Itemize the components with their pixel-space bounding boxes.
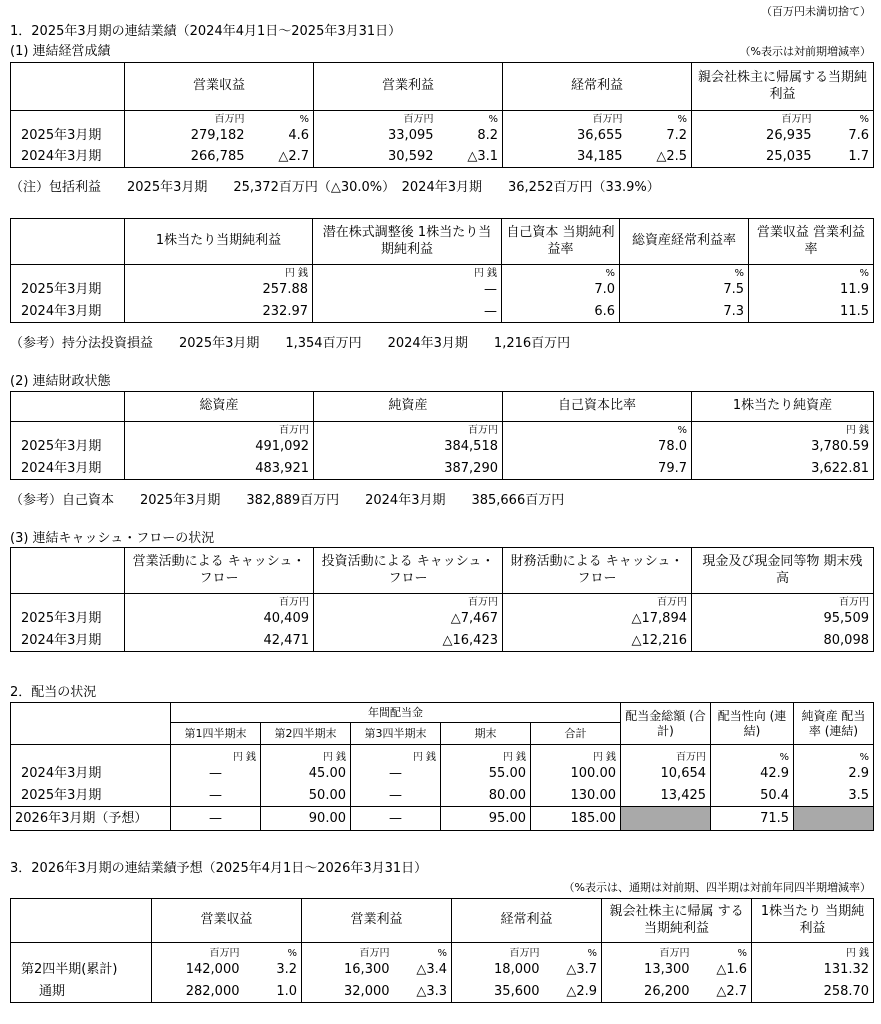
table-row	[11, 807, 874, 831]
table-row	[11, 146, 874, 168]
unit-cell: 百万円	[302, 943, 394, 959]
col-header: 営業収益 営業利益率	[749, 219, 874, 265]
value-cell: △3.3	[394, 981, 452, 1003]
table-row	[11, 959, 874, 981]
unit-cell: 百万円	[602, 943, 694, 959]
section1-note-right: （%表示は対前期増減率）	[739, 45, 871, 58]
col-header: 第2四半期末	[261, 723, 351, 745]
header-corner	[11, 219, 125, 265]
value-cell: 1.7	[816, 146, 874, 168]
table-row	[11, 981, 874, 1003]
forecast-table	[10, 898, 874, 1003]
col-header: 純資産	[314, 392, 503, 422]
section5-heading: 3．2026年3月期の連結業績予想（2025年4月1日～2026年3月31日）	[10, 861, 428, 876]
value-cell: △2.7	[249, 146, 314, 168]
value-cell: 71.5	[711, 807, 794, 831]
col-header: 配当金総額 (合計)	[621, 703, 711, 745]
value-cell: 483,921	[125, 458, 314, 480]
comprehensive-income-note: （注）包括利益 2025年3月期 25,372百万円（△30.0%） 2024年3月期 36,252百万円（33.9%）	[10, 180, 660, 195]
row-label: 2025年3月期	[11, 608, 125, 630]
value-cell: 50.00	[261, 785, 351, 807]
value-cell: 258.70	[752, 981, 874, 1003]
col-header: 総資産経常利益率	[620, 219, 749, 265]
value-cell: —	[171, 785, 261, 807]
value-cell: —	[171, 763, 261, 785]
value-cell: 232.97	[125, 301, 313, 323]
value-cell: 130.00	[531, 785, 621, 807]
table-row	[11, 125, 874, 146]
value-cell: —	[313, 301, 502, 323]
value-cell: 3.5	[794, 785, 874, 807]
value-cell: 42,471	[125, 630, 314, 652]
unit-cell: 百万円	[125, 111, 249, 125]
value-cell: —	[351, 785, 441, 807]
value-cell: 78.0	[503, 436, 692, 458]
unit-cell: %	[694, 943, 752, 959]
value-cell: 34,185	[503, 146, 627, 168]
value-cell: 32,000	[302, 981, 394, 1003]
value-cell: 55.00	[441, 763, 531, 785]
row-label: 2024年3月期	[11, 458, 125, 480]
col-header: 合計	[531, 723, 621, 745]
value-cell: 142,000	[152, 959, 244, 981]
equity-capital-note: （参考）自己資本 2025年3月期 382,889百万円 2024年3月期 385,666百万円	[10, 493, 565, 508]
cash-flow-table	[10, 547, 874, 652]
value-cell: 4.6	[249, 125, 314, 146]
value-cell: 1.0	[244, 981, 302, 1003]
unit-cell: %	[749, 265, 874, 279]
unit-note: （百万円未満切捨て）	[761, 5, 871, 18]
col-header: 経常利益	[452, 899, 602, 943]
section2-sub: (2) 連結財政状態	[10, 374, 111, 389]
value-cell: △17,894	[503, 608, 692, 630]
table-row	[11, 763, 874, 785]
value-cell: 79.7	[503, 458, 692, 480]
value-cell: △7,467	[314, 608, 503, 630]
col-header: 経常利益	[503, 63, 692, 111]
value-cell: 11.9	[749, 279, 874, 301]
value-cell: 95.00	[441, 807, 531, 831]
per-share-table	[10, 218, 874, 323]
col-header: 現金及び現金同等物 期末残高	[692, 548, 874, 594]
value-cell: 3.2	[244, 959, 302, 981]
col-header: 自己資本比率	[503, 392, 692, 422]
value-cell: 42.9	[711, 763, 794, 785]
shaded-cell	[794, 807, 874, 831]
value-cell: 80.00	[441, 785, 531, 807]
unit-cell: 百万円	[125, 422, 314, 436]
row-label: 2025年3月期	[11, 279, 125, 301]
header-corner	[11, 548, 125, 594]
col-header: 第3四半期末	[351, 723, 441, 745]
col-header: 純資産 配当率 (連結)	[794, 703, 874, 745]
dividend-table	[10, 702, 874, 831]
row-label: 第2四半期(累計)	[11, 959, 152, 981]
unit-cell: %	[502, 265, 620, 279]
value-cell: —	[171, 807, 261, 831]
col-header: 1株当たり 当期純利益	[752, 899, 874, 943]
unit-cell: 円 銭	[692, 422, 874, 436]
value-cell: △1.6	[694, 959, 752, 981]
col-header: 親会社株主に帰属 する当期純利益	[602, 899, 752, 943]
unit-cell: 百万円	[314, 422, 503, 436]
value-cell: 33,095	[314, 125, 438, 146]
col-header: 総資産	[125, 392, 314, 422]
unit-cell: %	[503, 422, 692, 436]
section3-sub: (3) 連結キャッシュ・フローの状況	[10, 531, 215, 546]
value-cell: 25,035	[692, 146, 816, 168]
row-label: 2024年3月期	[11, 301, 125, 323]
value-cell: 131.32	[752, 959, 874, 981]
unit-cell: 円 銭	[125, 265, 313, 279]
shaded-cell	[621, 807, 711, 831]
value-cell: 13,425	[621, 785, 711, 807]
unit-cell: 百万円	[314, 111, 438, 125]
value-cell: 257.88	[125, 279, 313, 301]
value-cell: 282,000	[152, 981, 244, 1003]
value-cell: 3,622.81	[692, 458, 874, 480]
value-cell: 7.0	[502, 279, 620, 301]
value-cell: 2.9	[794, 763, 874, 785]
col-header: 営業収益	[125, 63, 314, 111]
value-cell: △2.5	[627, 146, 692, 168]
value-cell: —	[313, 279, 502, 301]
row-label: 2025年3月期	[11, 125, 125, 146]
unit-cell: 百万円	[452, 943, 544, 959]
value-cell: 3,780.59	[692, 436, 874, 458]
table-row	[11, 436, 874, 458]
unit-cell: 円 銭	[441, 745, 531, 763]
table-row	[11, 785, 874, 807]
value-cell: 36,655	[503, 125, 627, 146]
value-cell: —	[351, 763, 441, 785]
col-header: 1株当たり当期純利益	[125, 219, 313, 265]
unit-cell: %	[794, 745, 874, 763]
unit-cell: 円 銭	[261, 745, 351, 763]
unit-cell: 百万円	[503, 111, 627, 125]
value-cell: △3.4	[394, 959, 452, 981]
equity-method-note: （参考）持分法投資損益 2025年3月期 1,354百万円 2024年3月期 1,216百万円	[10, 336, 571, 351]
row-label: 2025年3月期	[11, 436, 125, 458]
unit-cell: 百万円	[503, 594, 692, 608]
value-cell: 26,200	[602, 981, 694, 1003]
table-row	[11, 630, 874, 652]
value-cell: 16,300	[302, 959, 394, 981]
table-row	[11, 279, 874, 301]
value-cell: 7.5	[620, 279, 749, 301]
value-cell: 384,518	[314, 436, 503, 458]
value-cell: 6.6	[502, 301, 620, 323]
unit-cell: %	[620, 265, 749, 279]
col-header: 配当性向 (連結)	[711, 703, 794, 745]
value-cell: 10,654	[621, 763, 711, 785]
value-cell: △2.7	[694, 981, 752, 1003]
unit-cell: 百万円	[692, 111, 816, 125]
col-header: 営業収益	[152, 899, 302, 943]
col-header: 投資活動による キャッシュ・フロー	[314, 548, 503, 594]
row-label: 2025年3月期	[11, 785, 171, 807]
unit-cell: %	[438, 111, 503, 125]
financial-position-table	[10, 391, 874, 480]
value-cell: 266,785	[125, 146, 249, 168]
unit-cell: %	[627, 111, 692, 125]
operating-results-table	[10, 62, 874, 168]
value-cell: 90.00	[261, 807, 351, 831]
unit-cell: 百万円	[314, 594, 503, 608]
value-cell: △16,423	[314, 630, 503, 652]
value-cell: 279,182	[125, 125, 249, 146]
value-cell: 185.00	[531, 807, 621, 831]
value-cell: 40,409	[125, 608, 314, 630]
table-row	[11, 301, 874, 323]
col-header: 営業利益	[302, 899, 452, 943]
col-header: 親会社株主に帰属する当期純利益	[692, 63, 874, 111]
row-label: 2026年3月期（予想）	[11, 807, 171, 831]
value-cell: 7.2	[627, 125, 692, 146]
unit-cell: 百万円	[125, 594, 314, 608]
value-cell: 7.3	[620, 301, 749, 323]
row-label: 2024年3月期	[11, 146, 125, 168]
unit-cell: 百万円	[152, 943, 244, 959]
row-label: 通期	[11, 981, 152, 1003]
value-cell: △3.1	[438, 146, 503, 168]
value-cell: —	[351, 807, 441, 831]
group-header: 年間配当金	[171, 703, 621, 723]
row-label: 2024年3月期	[11, 630, 125, 652]
header-corner	[11, 63, 125, 111]
col-header: 潜在株式調整後 1株当たり当期純利益	[313, 219, 502, 265]
col-header: 営業利益	[314, 63, 503, 111]
value-cell: 35,600	[452, 981, 544, 1003]
col-header: 1株当たり純資産	[692, 392, 874, 422]
col-header: 第1四半期末	[171, 723, 261, 745]
unit-cell: 円 銭	[171, 745, 261, 763]
col-header: 自己資本 当期純利益率	[502, 219, 620, 265]
unit-cell: %	[244, 943, 302, 959]
unit-cell: 円 銭	[351, 745, 441, 763]
unit-cell: 円 銭	[752, 943, 874, 959]
section1-heading: 1．2025年3月期の連結業績（2024年4月1日～2025年3月31日）	[10, 24, 402, 39]
table-row	[11, 458, 874, 480]
unit-cell: %	[544, 943, 602, 959]
value-cell: 30,592	[314, 146, 438, 168]
unit-cell: %	[394, 943, 452, 959]
header-corner	[11, 703, 171, 745]
value-cell: 491,092	[125, 436, 314, 458]
header-corner	[11, 392, 125, 422]
value-cell: 80,098	[692, 630, 874, 652]
value-cell: 13,300	[602, 959, 694, 981]
section5-note-right: （%表示は、通期は対前期、四半期は対前年同四半期増減率）	[563, 881, 871, 894]
value-cell: 100.00	[531, 763, 621, 785]
col-header: 期末	[441, 723, 531, 745]
unit-cell: 円 銭	[531, 745, 621, 763]
value-cell: △2.9	[544, 981, 602, 1003]
unit-cell: 円 銭	[313, 265, 502, 279]
value-cell: 95,509	[692, 608, 874, 630]
col-header: 財務活動による キャッシュ・フロー	[503, 548, 692, 594]
value-cell: 7.6	[816, 125, 874, 146]
value-cell: 50.4	[711, 785, 794, 807]
value-cell: 8.2	[438, 125, 503, 146]
unit-cell: %	[711, 745, 794, 763]
header-corner	[11, 899, 152, 943]
value-cell: 26,935	[692, 125, 816, 146]
section1-sub: (1) 連結経営成績	[10, 44, 111, 59]
row-label: 2024年3月期	[11, 763, 171, 785]
value-cell: 11.5	[749, 301, 874, 323]
unit-cell: 百万円	[621, 745, 711, 763]
unit-cell: 百万円	[692, 594, 874, 608]
unit-cell: %	[249, 111, 314, 125]
value-cell: 387,290	[314, 458, 503, 480]
value-cell: △3.7	[544, 959, 602, 981]
section4-heading: 2．配当の状況	[10, 685, 97, 700]
value-cell: △12,216	[503, 630, 692, 652]
value-cell: 45.00	[261, 763, 351, 785]
value-cell: 18,000	[452, 959, 544, 981]
unit-cell: %	[816, 111, 874, 125]
table-row	[11, 608, 874, 630]
col-header: 営業活動による キャッシュ・フロー	[125, 548, 314, 594]
